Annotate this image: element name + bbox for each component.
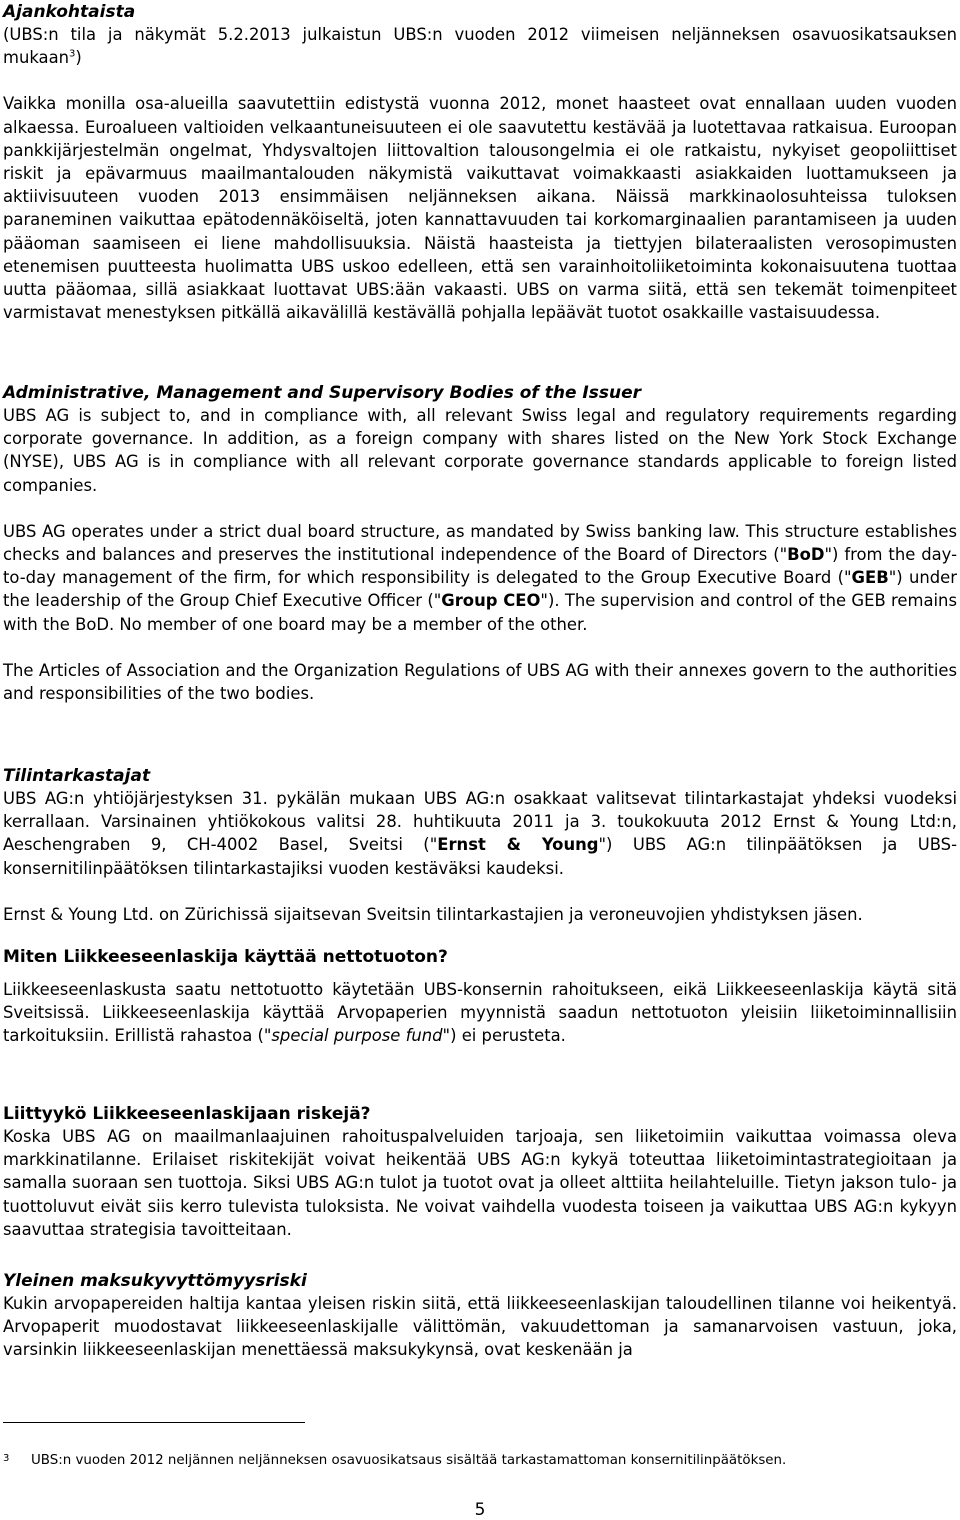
paragraph-outlook: Vaikka monilla osa-alueilla saavutettiin edistystä vuonna 2012, monet haasteet ovat ennallaan uuden vuoden alkaessa. Euroalueen valtioiden velkaantuneisuuteen ei ole saavutettu kestävää ja luotettavaa ratkaisua. Euroopan pankkijärjestelmän ongelmat, Yhdysvaltojen liittovaltion talousongelmia ei ole ratkaistu, nykyiset geopoliittiset riskit ja epävarmuus maailmantalouden näkymistä vaikuttavat voimakkaasti asiakkaiden luottamukseen ja aktiivisuuteen vuoden 2013 ensimmäisen neljänneksen aikana. Näissä markkinaolosuhteissa tuloksen paraneminen vaikuttaa epätodennäköiseltä, joten kannattavuuden tai korkomarginaalien parantamiseen ja uuden pääoman saamiseen ei liene mahdollisuuksia. Näistä haasteista ja tiettyjen bilateraalisten verosopimusten etenemisen puutteesta huolimatta UBS uskoo edelleen, että sen varainhoitoliiketoiminta kokonaisuutena tuottaa uutta pääomaa, sillä asiakkaat luottavat UBS:ään vakaasti. UBS on varma siitä, että sen tekemät toimenpiteet varmistavat menestyksen pitkällä aikavälillä kestävällä pohjalla lepäävät tuotot osakkaille vastaisuudessa. xyxy=(3,94,957,323)
heading-maksukyky: Yleinen maksukyvyttömyysriski xyxy=(3,1271,307,1291)
section-maksukyky xyxy=(3,1271,957,1362)
paragraph-ey-member: Ernst & Young Ltd. on Zürichissä sijaitsevan Sveitsin tilintarkastajien ja veroneuvojien yhdistyksen jäsen. xyxy=(3,904,863,924)
footnote xyxy=(3,1453,957,1468)
section-tilintarkastajat xyxy=(3,766,957,926)
section-riskit xyxy=(3,1104,957,1241)
section-nettotuotto xyxy=(3,947,957,1048)
paragraph-board-structure: UBS AG operates under a strict dual board structure, as mandated by Swiss banking law. This structure establishes checks and balances and preserves the institutional independence of the Board of Directors ("BoD") from the day-to-day management of the firm, for which responsibility is delegated to the Group Executive Board ("GEB") under the leadership of the Group Chief Executive Officer ("Group CEO"). The supervision and control of the GEB remains with the BoD. No member of one board may be a member of the other. xyxy=(3,521,957,634)
heading-nettotuotto: Miten Liikkeeseenlaskija käyttää nettotuoton? xyxy=(3,947,448,967)
section-ajankohtaista xyxy=(3,2,957,324)
paragraph-insolvency: Kukin arvopapereiden haltija kantaa yleisen riskin siitä, että liikkeeseenlaskijan taloudellinen tilanne voi heikentyä. Arvopaperit muodostavat liikkeeseenlaskijalle välittömän, vakuudettoman ja samanarvoisen vastuun, joka, varsinkin liikkeeseenlaskijan menettäessä maksukykynsä, ovat keskenään ja xyxy=(3,1294,957,1360)
footnote-ref[interactable]: 3 xyxy=(69,48,76,60)
paragraph-risks: Koska UBS AG on maailmanlaajuinen rahoituspalveluiden tarjoaja, sen liiketoimiin vaikuttaa voimassa oleva markkinatilanne. Erilaiset riskitekijät voivat heikentää UBS AG:n kykyä toteuttaa liiketoimintastrategioitaan ja samalla suoraan sen tuottoja. Siksi UBS AG:n tulot ja tuotot ovat ja olleet alttiita heilahteluille. Tietyn jakson tulo- ja tuottoluvut eivät siis kerro tulevista tuloksista. Ne voivat vaihdella vuodesta toiseen ja vaikuttaa UBS AG:n kykyyn saavuttaa strategisia tavoitteitaan. xyxy=(3,1127,957,1239)
section-admin xyxy=(3,383,957,705)
footnote-divider xyxy=(3,1422,305,1423)
intro-paragraph: (UBS:n tila ja näkymät 5.2.2013 julkaistun UBS:n vuoden 2012 viimeisen neljänneksen osavuosikatsauksen mukaan$^3$) xyxy=(3,25,957,68)
heading-tilintarkastajat: Tilintarkastajat xyxy=(3,766,151,786)
footnote-text: UBS:n vuoden 2012 neljännen neljänneksen osavuosikatsaus sisältää tarkastamattoman konsernitilinpäätöksen. xyxy=(31,1453,787,1468)
page-number: 5 xyxy=(474,1500,486,1520)
heading-admin: Administrative, Management and Supervisory Bodies of the Issuer xyxy=(3,383,641,403)
paragraph-proceeds: Liikkeeseenlaskusta saatu nettotuotto käytetään UBS-konsernin rahoitukseen, eikä Liikkeeseenlaskija käytä sitä Sveitsissä. Liikkeeseenlaskija käyttää Arvopaperien myynnistä saadun nettotuoton yleisiin liiketoiminnallisiin tarkoituksiin. Erillistä rahastoa ("special purpose fund") ei perusteta. xyxy=(3,980,957,1046)
paragraph-articles: The Articles of Association and the Organization Regulations of UBS AG with their annexes govern to the authorities and responsibilities of the two bodies. xyxy=(3,660,957,704)
footnote-number: 3 xyxy=(3,1453,10,1464)
paragraph-governance: UBS AG is subject to, and in compliance with, all relevant Swiss legal and regulatory requirements regarding corporate governance. In addition, as a foreign company with shares listed on the New York Stock Exchange (NYSE), UBS AG is in compliance with all relevant corporate governance standards applicable to foreign listed companies. xyxy=(3,406,957,495)
paragraph-auditors: UBS AG:n yhtiöjärjestyksen 31. pykälän mukaan UBS AG:n osakkaat valitsevat tilintarkastajat yhdeksi vuodeksi kerrallaan. Varsinainen yhtiökokous valitsi 28. huhtikuuta 2011 ja 3. toukokuuta 2012 Ernst & Young Ltd:n, Aeschengraben 9, CH-4002 Basel, Sveitsi ("Ernst & Young") UBS AG:n tilinpäätöksen ja UBS-konsernitilinpäätöksen tilintarkastajiksi vuoden kestäväksi kaudeksi. xyxy=(3,789,957,878)
heading-riskit: Liittyykö Liikkeeseenlaskijaan riskejä? xyxy=(3,1104,371,1124)
heading-ajankohtaista: Ajankohtaista xyxy=(3,2,136,22)
